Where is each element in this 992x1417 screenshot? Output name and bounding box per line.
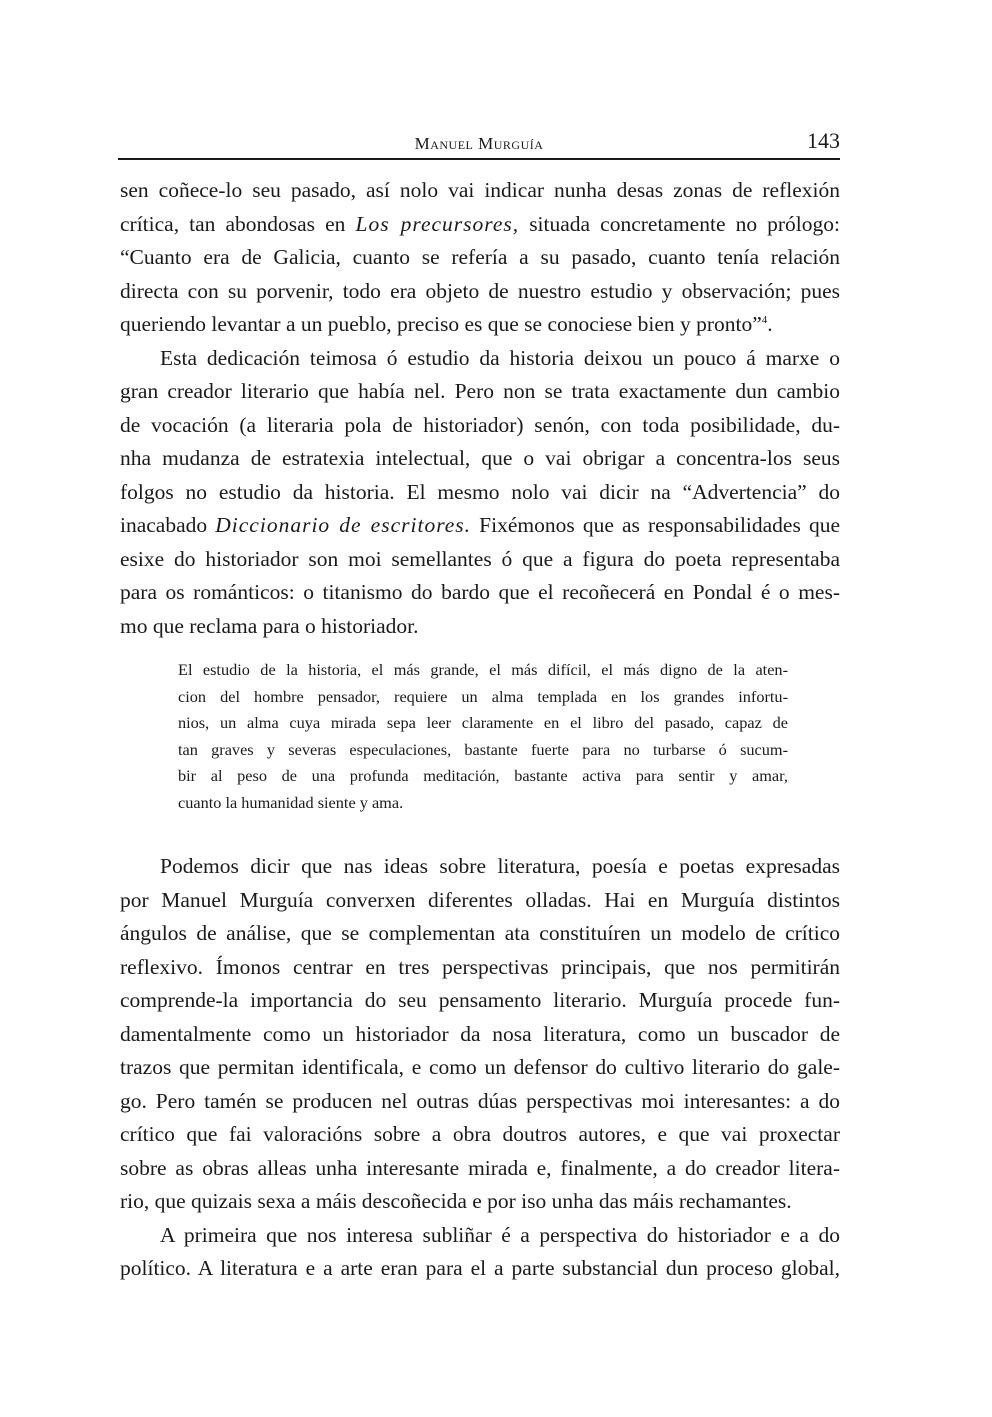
text-line: crítico que fai valoracións sobre a obra doutros autores, e que vai proxectar: [120, 1122, 840, 1146]
paragraph-3: [120, 850, 840, 1219]
page-number: 143: [807, 128, 840, 153]
text-line: por Manuel Murguía converxen diferentes olladas. Hai en Murguía distintos: [120, 887, 840, 912]
text-line: damentalmente como un historiador da nosa literatura, como un buscador de: [120, 1021, 840, 1046]
text-line: crítica, tan abondosas en Los precursores, situada concretamente no prólogo:: [120, 211, 840, 236]
spacer: [120, 816, 840, 850]
text-line: político. A literatura e a arte eran para el a parte substancial dun proceso global,: [120, 1256, 840, 1280]
footnote-ref: 4: [761, 313, 768, 326]
text-line: reflexivo. Ímonos centrar en tres perspectivas principais, que nos permitirán: [120, 954, 840, 979]
running-title: Manuel Murguía: [414, 134, 544, 153]
text-line: A primeira que nos interesa subliñar é a perspectiva do historiador e a do: [160, 1222, 840, 1247]
text-line: queriendo levantar a un pueblo, preciso es que se conociese bien y pronto”$^4$.: [120, 312, 773, 336]
paragraph-4: [120, 1219, 840, 1286]
text-line: rio, que quizais sexa a máis descoñecida e por iso unha das máis rechamantes.: [120, 1189, 792, 1213]
text-line: sobre as obras alleas unha interesante mirada e, finalmente, a do creador litera-: [120, 1155, 840, 1180]
text-line: nha mudanza de estratexia intelectual, que o vai obrigar a concentra-los seus: [120, 446, 840, 470]
text-line: gran creador literario que había nel. Pero non se trata exactamente dun cambio: [120, 379, 840, 403]
quote-line: cion del hombre pensador, requiere un alma templada en los grandes infortu-: [178, 686, 788, 706]
quote-line: El estudio de la historia, el más grande, el más difícil, el más digno de la aten-: [178, 660, 788, 679]
quote-line: cuanto la humanidad siente y ama.: [178, 792, 404, 812]
paragraph-2: [120, 342, 840, 644]
text-line: Esta dedicación teimosa ó estudio da historia deixou un pouco á marxe o: [160, 345, 840, 370]
text-line: inacabado Diccionario de escritores. Fixémonos que as responsabilidades que: [120, 513, 840, 537]
text-line: esixe do historiador son moi semellantes ó que a figura do poeta representaba: [120, 546, 840, 571]
italic-title: Los precursores,: [355, 211, 520, 236]
text-line: para os románticos: o titanismo do bardo que el recoñecerá en Pondal é o mes-: [120, 580, 840, 604]
text-line: trazos que permitan identificala, e como un defensor do cultivo literario do gale-: [120, 1055, 840, 1079]
text-line: go. Pero tamén se producen nel outras dúas perspectivas moi interesantes: a do: [120, 1088, 840, 1113]
italic-title: Diccionario de escritores.: [215, 513, 472, 537]
text-line: Podemos dicir que nas ideas sobre literatura, poesía e poetas expresadas: [160, 854, 840, 878]
text-line: mo que reclama para o historiador.: [120, 613, 419, 638]
text-line: sen coñece-lo seu pasado, así nolo vai indicar nunha desas zonas de reflexión: [120, 178, 840, 202]
text-line: comprende-la importancia do seu pensamento literario. Murguía procede fun-: [120, 988, 840, 1012]
text-line: directa con su porvenir, todo era objeto de nuestro estudio y observación; pues: [120, 278, 840, 303]
quote-line: tan graves y severas especulaciones, bastante fuerte para no turbarse ó sucum-: [178, 739, 788, 759]
paragraph-1: [120, 174, 840, 342]
body-text: [120, 174, 840, 1286]
running-header: [118, 128, 840, 160]
block-quote: [178, 657, 788, 816]
text-line: de vocación (a literaria pola de historiador) senón, con toda posibilidade, du-: [120, 412, 840, 437]
text-line: “Cuanto era de Galicia, cuanto se refería a su pasado, cuanto tenía relación: [120, 245, 840, 269]
text-line: folgos no estudio da historia. El mesmo nolo vai dicir na “Advertencia” do: [120, 479, 840, 504]
quote-line: nios, un alma cuya mirada sepa leer claramente en el libro del pasado, capaz de: [178, 713, 788, 732]
quote-line: bir al peso de una profunda meditación, bastante activa para sentir y amar,: [178, 766, 788, 785]
text-line: ángulos de análise, que se complementan ata constituíren un modelo de crítico: [120, 921, 840, 945]
